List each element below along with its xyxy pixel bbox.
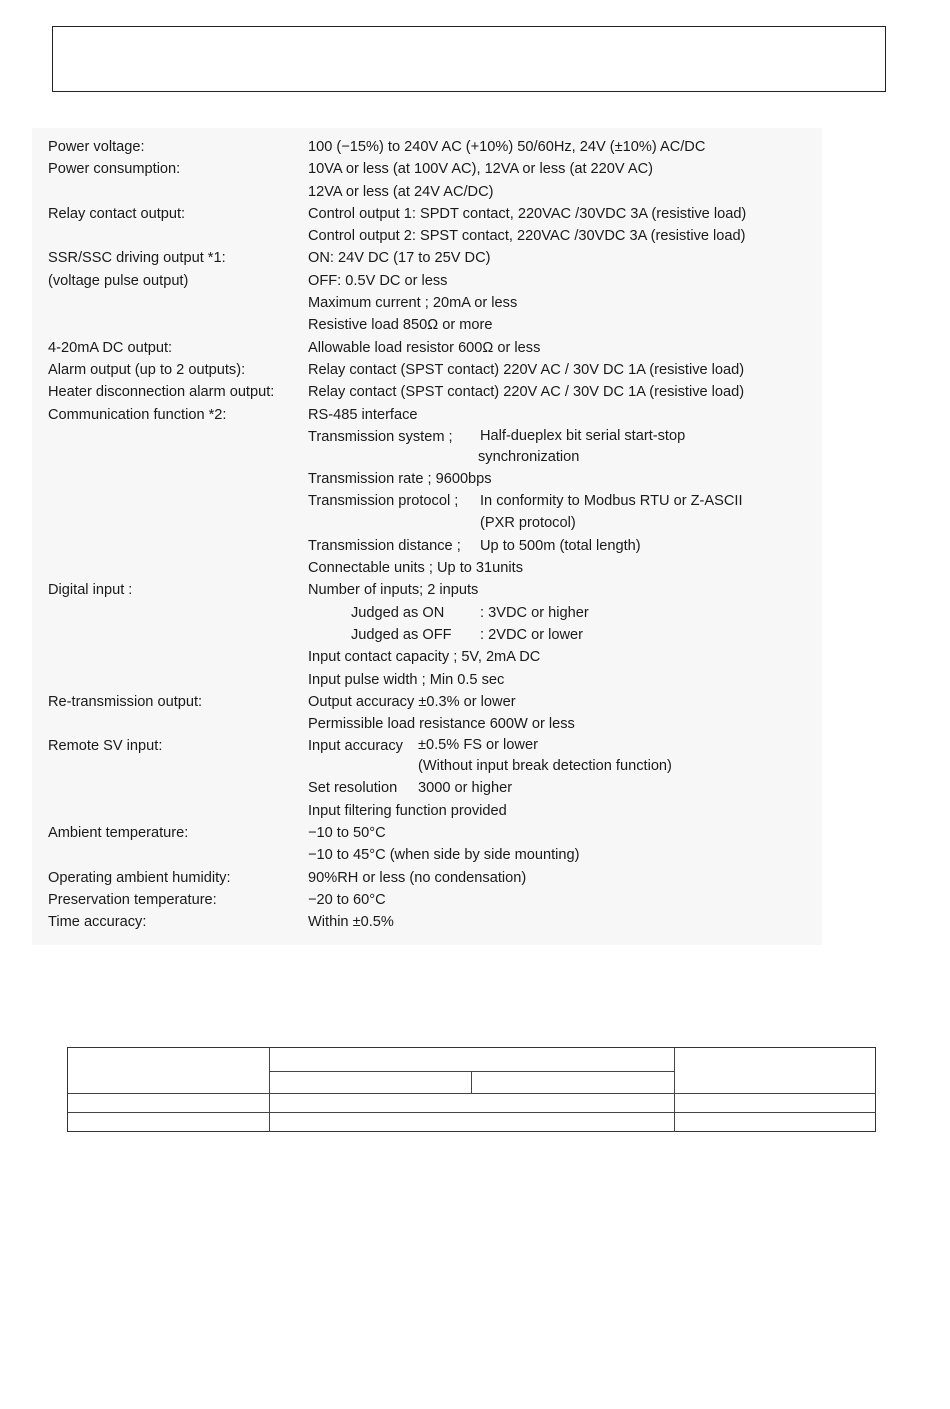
spec-label: Power voltage: <box>48 139 145 155</box>
spec-value: Output accuracy ±0.3% or lower <box>308 693 516 710</box>
spec-label: Digital input : <box>48 582 133 599</box>
table-hline <box>269 1071 674 1072</box>
spec-key: Set resolution <box>308 780 398 797</box>
spec-label: Time accuracy: <box>48 914 147 931</box>
spec-label: 4-20mA DC output: <box>48 339 173 356</box>
spec-value: −10 to 50°C <box>308 825 386 842</box>
spec-key: Transmission distance ; <box>308 537 461 554</box>
spec-value: Input contact capacity ; 5V, 2mA DC <box>308 649 541 666</box>
spec-value: Connectable units ; Up to 31units <box>308 560 523 577</box>
spec-value: Within ±0.5% <box>308 914 394 931</box>
spec-value: Relay contact (SPST contact) 220V AC / 30V DC 1A (resistive load) <box>308 361 745 378</box>
table-vline <box>471 1071 472 1093</box>
spec-label: Operating ambient humidity: <box>48 869 231 886</box>
spec-communication-function <box>48 404 808 580</box>
table-hline <box>68 1112 876 1113</box>
spec-label: Ambient temperature: <box>48 825 189 842</box>
spec-value: Allowable load resistor 600Ω or less <box>308 339 541 356</box>
spec-ambient-humidity <box>48 867 808 889</box>
spec-value: ±0.5% FS or lower <box>418 737 538 754</box>
spec-value: Maximum current ; 20mA or less <box>308 295 518 312</box>
spec-power-consumption <box>48 158 808 203</box>
spec-list <box>48 136 808 934</box>
spec-ambient-temperature <box>48 822 808 867</box>
header-box <box>52 26 886 92</box>
empty-table <box>67 1047 876 1132</box>
spec-digital-input <box>48 579 808 690</box>
spec-label: Preservation temperature: <box>48 891 217 908</box>
spec-label: Alarm output (up to 2 outputs): <box>48 361 246 378</box>
spec-key: Transmission protocol ; <box>308 493 459 510</box>
spec-retransmission-output <box>48 691 808 736</box>
spec-value: −20 to 60°C <box>308 891 386 908</box>
spec-value: 90%RH or less (no condensation) <box>308 869 527 886</box>
spec-time-accuracy <box>48 911 808 933</box>
spec-label: Re-transmission output: <box>48 693 203 710</box>
spec-value: Transmission rate ; 9600bps <box>308 470 492 487</box>
spec-value: ON: 24V DC (17 to 25V DC) <box>308 250 491 267</box>
spec-preservation-temperature <box>48 889 808 911</box>
spec-value: RS-485 interface <box>308 406 418 423</box>
table-hline <box>68 1093 876 1094</box>
spec-value: Half-dueplex bit serial start-stop <box>480 427 686 444</box>
spec-key: Input accuracy <box>308 738 403 755</box>
spec-label: Remote SV input: <box>48 738 163 755</box>
spec-value: Up to 500m (total length) <box>480 537 641 554</box>
spec-value: : 2VDC or lower <box>480 626 583 643</box>
spec-value: Control output 1: SPDT contact, 220VAC /30VDC 3A (resistive load) <box>308 205 747 222</box>
table-vline <box>674 1048 675 1132</box>
spec-value: (Without input break detection function) <box>418 758 672 775</box>
spec-key: Judged as OFF <box>351 626 452 643</box>
spec-ssr-output <box>48 247 808 336</box>
spec-value: OFF: 0.5V DC or less <box>308 272 448 289</box>
spec-value: −10 to 45°C (when side by side mounting) <box>308 847 580 864</box>
spec-value: In conformity to Modbus RTU or Z-ASCII <box>480 493 743 510</box>
spec-value: : 3VDC or higher <box>480 604 589 621</box>
spec-value: 12VA or less (at 24V AC/DC) <box>308 183 494 200</box>
spec-label: Heater disconnection alarm output: <box>48 384 275 401</box>
spec-power-voltage <box>48 136 808 158</box>
spec-label: Power consumption: <box>48 161 181 178</box>
spec-value: (PXR protocol) <box>480 515 576 532</box>
spec-label: Communication function *2: <box>48 406 227 423</box>
spec-value: Permissible load resistance 600W or less <box>308 716 575 733</box>
spec-key: Judged as ON <box>351 604 445 621</box>
spec-value: Resistive load 850Ω or more <box>308 317 493 334</box>
spec-label: SSR/SSC driving output *1: <box>48 250 226 267</box>
spec-key: Transmission system ; <box>308 428 453 445</box>
spec-value: Control output 2: SPST contact, 220VAC /30VDC 3A (resistive load) <box>308 228 746 245</box>
spec-value: Input pulse width ; Min 0.5 sec <box>308 671 505 688</box>
spec-value: Number of inputs; 2 inputs <box>308 582 479 599</box>
spec-alarm-output <box>48 359 808 381</box>
spec-value: 10VA or less (at 100V AC), 12VA or less (at 220V AC) <box>308 161 654 178</box>
spec-4-20ma-output <box>48 337 808 359</box>
spec-label: Relay contact output: <box>48 205 186 222</box>
spec-relay-contact-output <box>48 203 808 248</box>
spec-value: Relay contact (SPST contact) 220V AC / 30V DC 1A (resistive load) <box>308 384 745 401</box>
spec-value: Input filtering function provided <box>308 802 507 819</box>
spec-value: 100 (−15%) to 240V AC (+10%) 50/60Hz, 24V (±10%) AC/DC <box>308 139 706 155</box>
table-vline <box>269 1048 270 1132</box>
spec-value: synchronization <box>478 448 580 465</box>
spec-remote-sv-input <box>48 735 808 822</box>
spec-heater-alarm-output <box>48 381 808 403</box>
spec-label-sub: (voltage pulse output) <box>48 272 189 289</box>
spec-value: 3000 or higher <box>418 780 513 797</box>
